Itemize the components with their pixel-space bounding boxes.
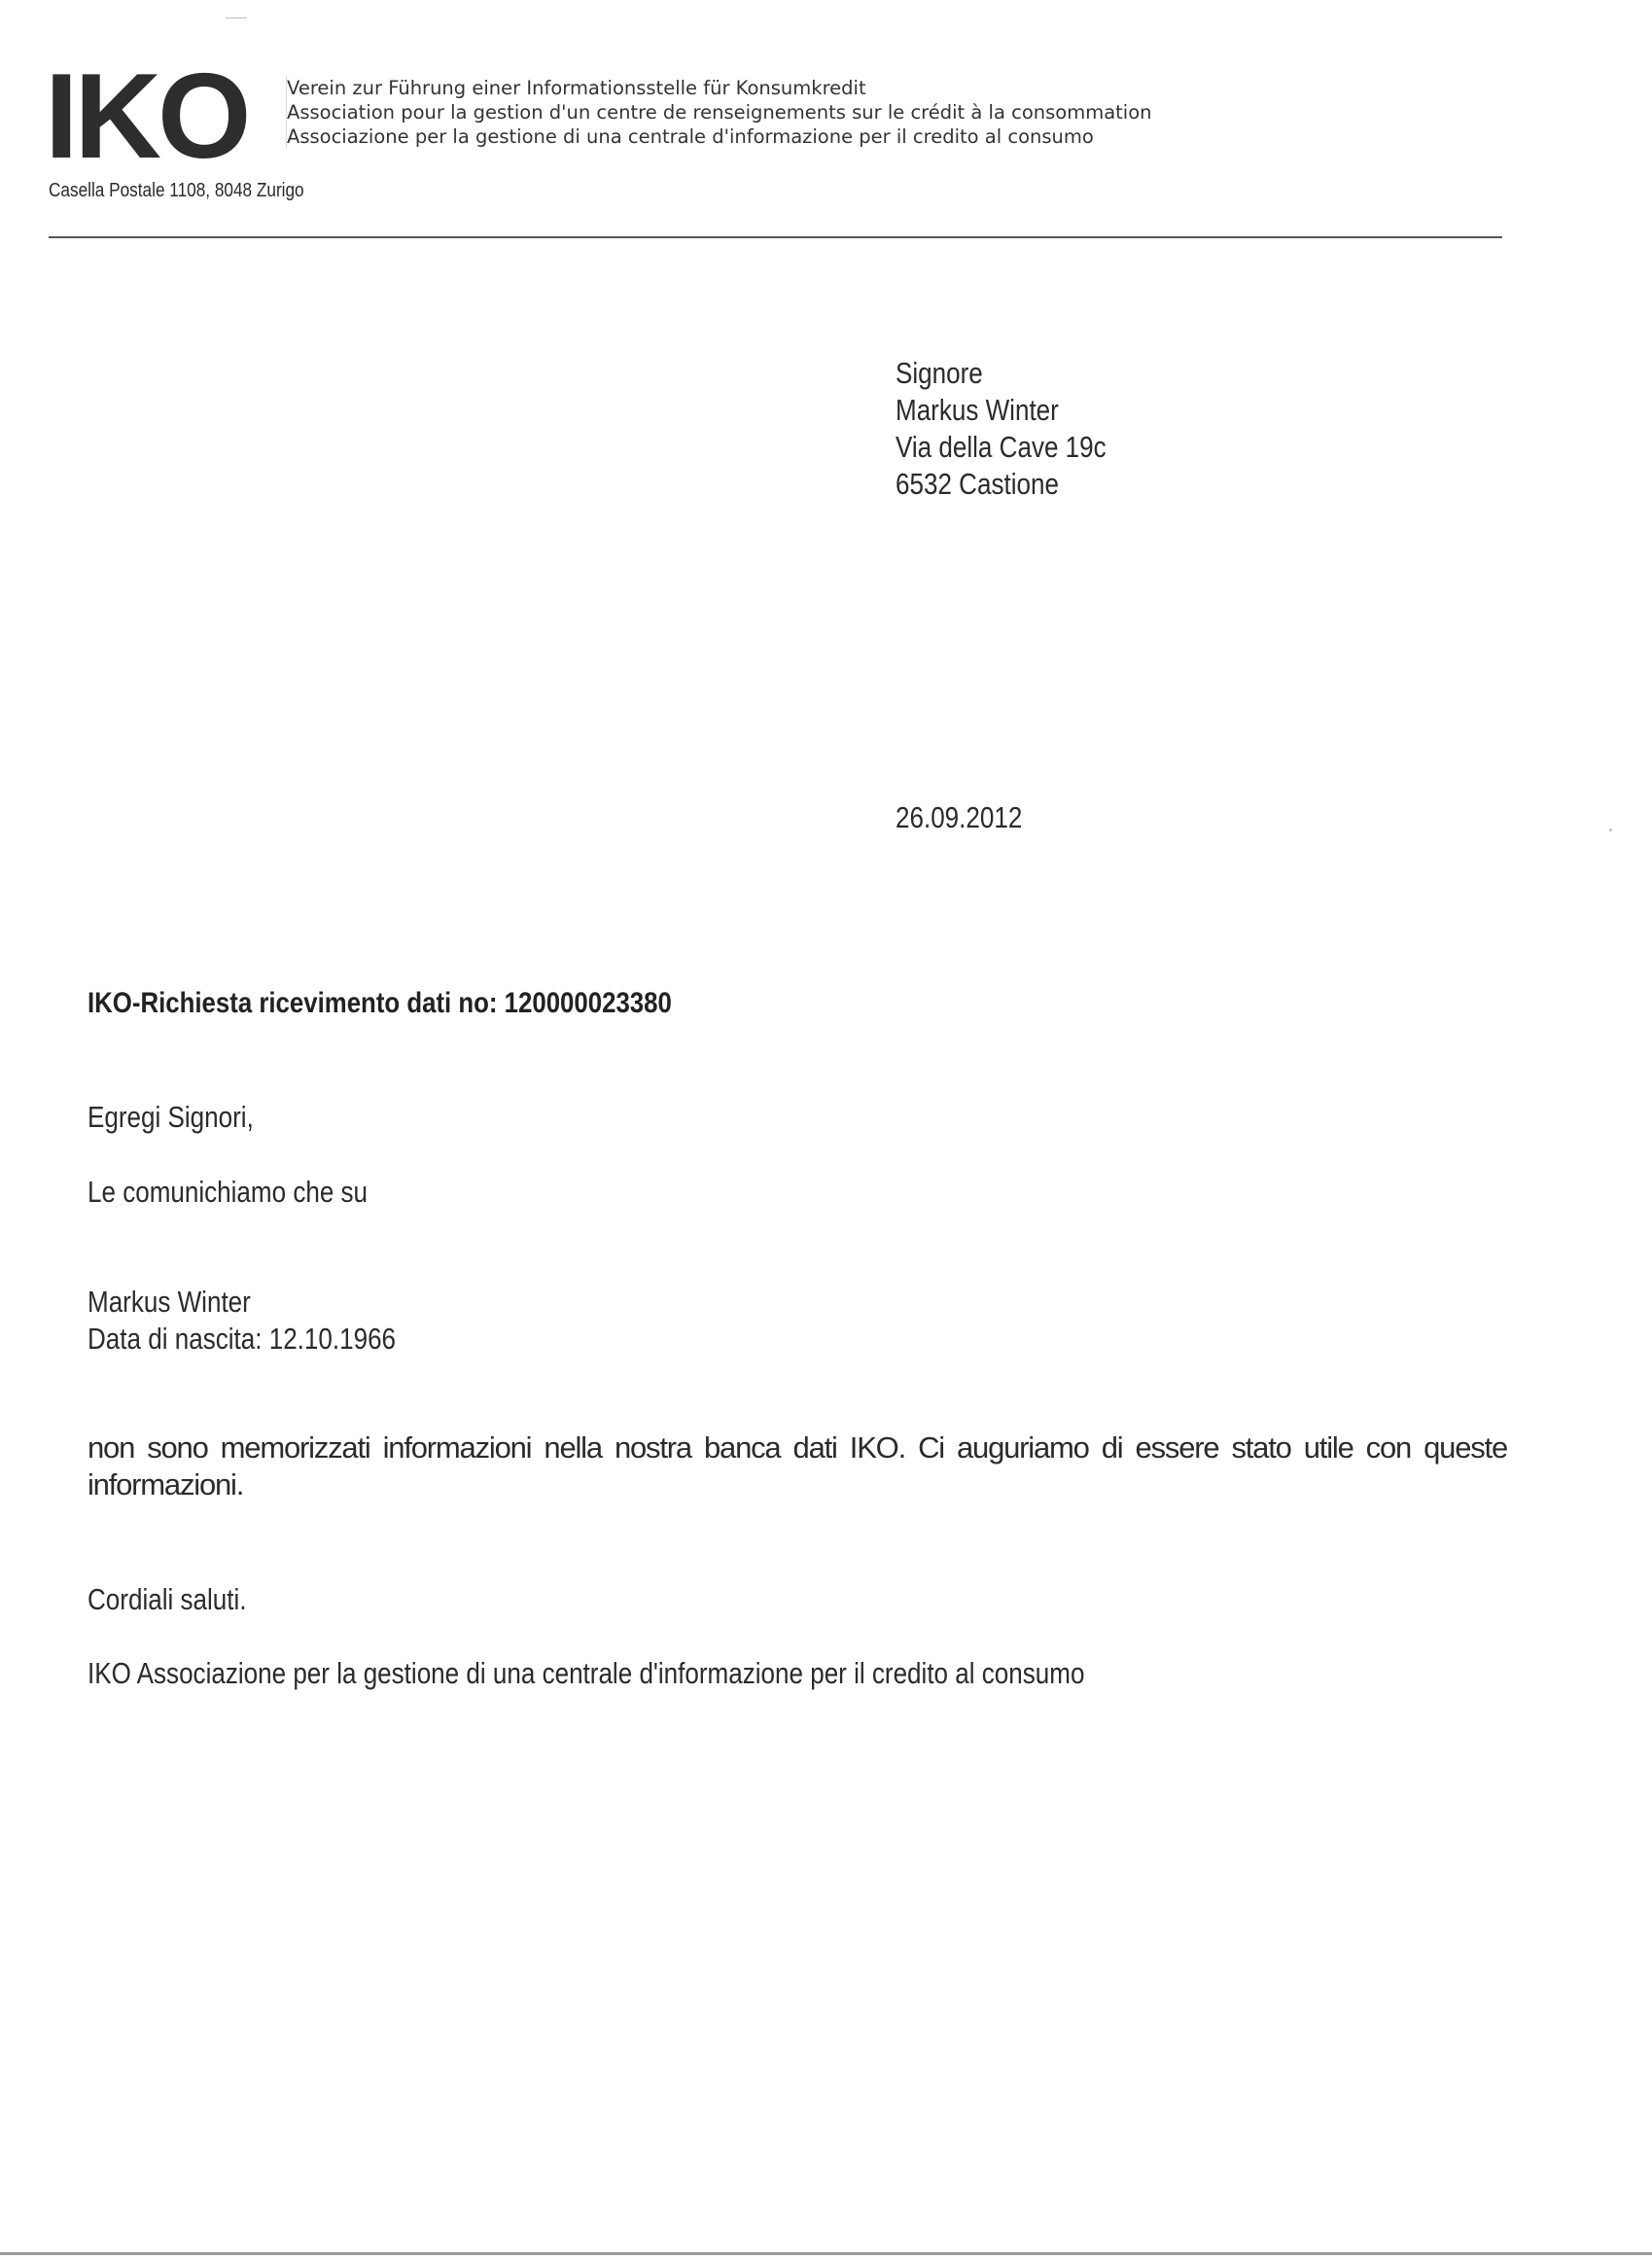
org-name-italian: Associazione per la gestione di una centrale d'informazione per il credito al consumo: [287, 125, 1094, 148]
recipient-address: [896, 355, 1107, 503]
org-name-german: Verein zur Führung einer Informationsstelle für Konsumkredit: [287, 77, 866, 99]
closing: Cordiali saluti.: [88, 1582, 247, 1616]
letter-date: 26.09.2012: [896, 800, 1023, 834]
person-details: [88, 1284, 396, 1358]
organization-names: [286, 76, 1152, 149]
header-divider: [49, 236, 1502, 238]
letter-subject: IKO-Richiesta ricevimento dati no: 120000023380: [88, 987, 672, 1019]
recipient-city: 6532 Castione: [896, 467, 1059, 501]
po-box-address: Casella Postale 1108, 8048 Zurigo: [49, 180, 304, 201]
intro-text: Le comunichiamo che su: [88, 1175, 369, 1209]
recipient-name: Markus Winter: [896, 393, 1059, 427]
body-paragraph: non sono memorizzati informazioni nella nostra banca dati IKO. Ci auguriamo di essere stato utile con queste informazioni.: [88, 1430, 1507, 1501]
scan-mark: [1609, 829, 1612, 831]
person-birth-date: Data di nascita: 12.10.1966: [88, 1322, 397, 1356]
signature: IKO Associazione per la gestione di una centrale d'informazione per il credito al consumo: [88, 1656, 1085, 1690]
greeting: Egregi Signori,: [88, 1100, 254, 1134]
person-name: Markus Winter: [88, 1285, 251, 1319]
bottom-edge-line: [0, 2252, 1652, 2255]
recipient-salutation: Signore: [896, 356, 983, 390]
iko-logo: IKO: [45, 50, 248, 184]
recipient-street: Via della Cave 19c: [896, 430, 1107, 464]
org-name-french: Association pour la gestion d'un centre de renseignements sur le crédit à la consommation: [287, 101, 1152, 124]
